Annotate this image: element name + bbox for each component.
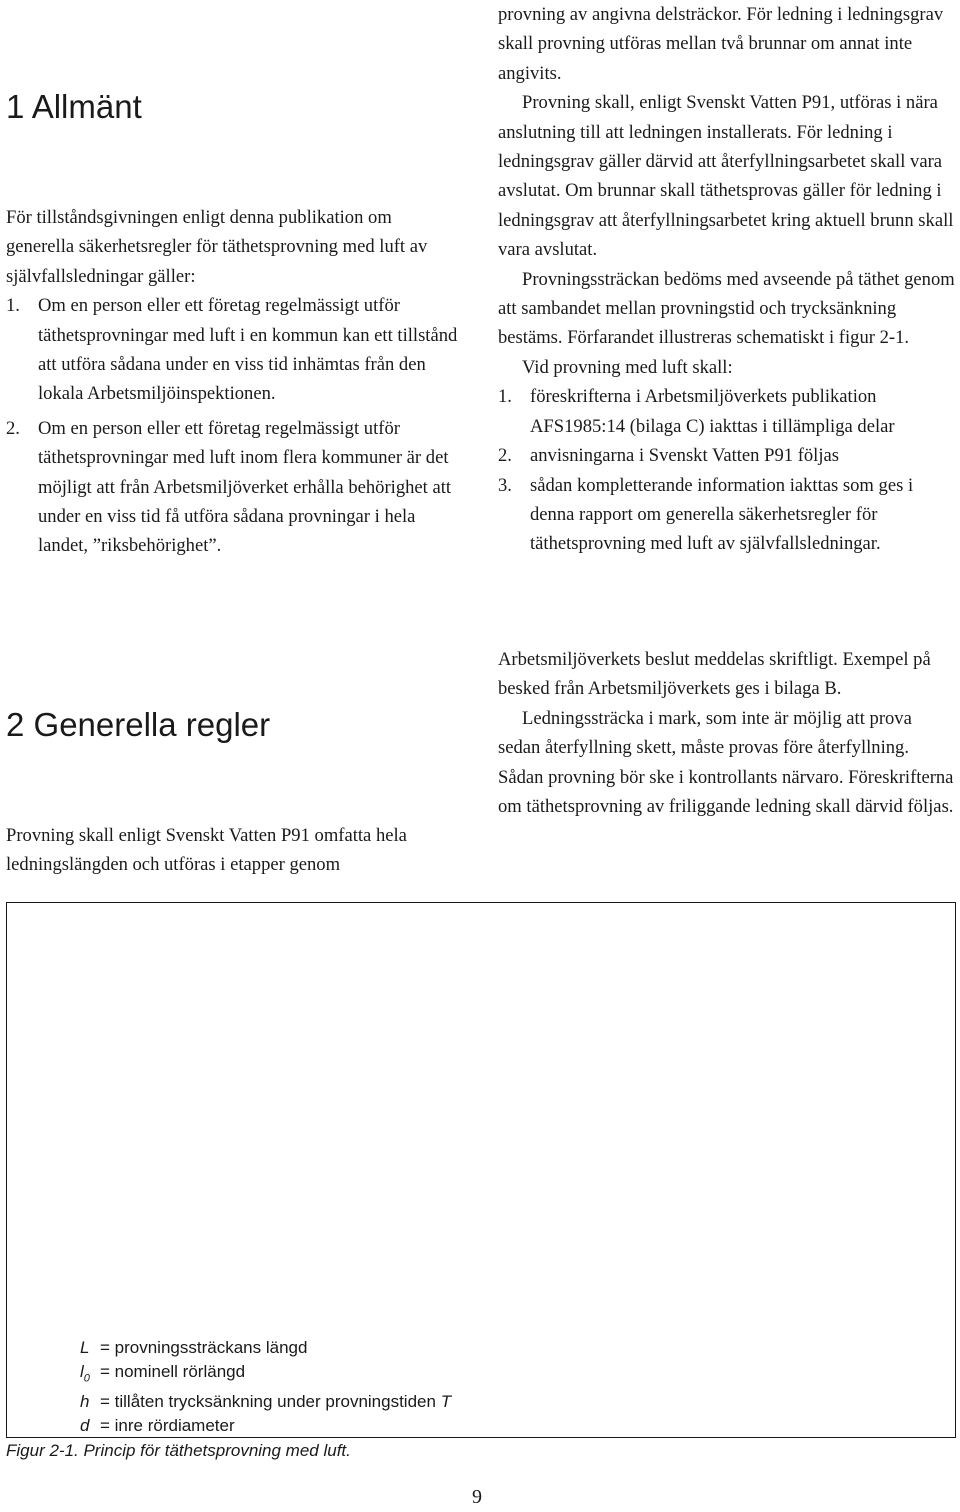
legend-row bbox=[80, 1414, 451, 1438]
legend-symbol: d bbox=[80, 1415, 90, 1435]
list-number: 1. bbox=[6, 295, 20, 317]
list-item bbox=[498, 382, 956, 441]
right-para5: Ledningssträcka i mark, som inte är möjlig att prova sedan återfyllning skett, måste provas före återfyllning. Sådan provning bör ske i kontrollants närvaro. Föreskrifterna om täthetsprovning av friliggande ledning skall därvid följas. bbox=[498, 707, 954, 818]
legend-text: = inre rördiameter bbox=[100, 1415, 235, 1435]
list-number: 1. bbox=[498, 386, 512, 408]
legend-symbol: L bbox=[80, 1338, 90, 1357]
page-number: 9 bbox=[472, 1486, 482, 1508]
right-para4: Arbetsmiljöverkets beslut meddelas skriftligt. Exempel på besked från Arbetsmiljöverkets ges i bilaga B. bbox=[498, 649, 931, 700]
legend-T: T bbox=[440, 1392, 452, 1412]
list-text: anvisningarna i Svenskt Vatten P91 följas bbox=[530, 445, 840, 467]
list-text: föreskrifterna i Arbetsmiljöverkets publikation AFS1985:14 (bilaga C) iakttas i tillämpliga delar bbox=[530, 386, 895, 437]
legend-row bbox=[80, 1336, 451, 1360]
legend-symbol: h bbox=[80, 1392, 90, 1412]
section1-heading: 1 Allmänt bbox=[6, 88, 142, 125]
section1-body bbox=[6, 203, 464, 561]
list-number: 2. bbox=[498, 445, 512, 467]
section2-heading: 2 Generella regler bbox=[6, 706, 271, 743]
legend-text: = nominell rörlängd bbox=[100, 1361, 246, 1381]
legend-text: = tillåten trycksänkning under provningstiden T bbox=[100, 1392, 452, 1412]
right-para3: Provningssträckan bedöms med avseende på täthet genom att sambandet mellan provningstid och trycksänkning bestäms. Förfarandet illustreras schematiskt i figur 2-1. bbox=[498, 268, 955, 349]
list-item bbox=[498, 441, 956, 470]
figure-legend bbox=[80, 1336, 451, 1437]
list-text: sådan kompletterande information iakttas som ges i denna rapport om generella säkerhetsregler för täthetsprovning med luft av självfallsledningar. bbox=[530, 474, 914, 555]
figure-caption: Figur 2-1. Princip för täthetsprovning med luft. bbox=[6, 1441, 351, 1460]
legend-text: = provningssträckans längd bbox=[100, 1338, 308, 1357]
list-item bbox=[498, 471, 956, 559]
list-item bbox=[6, 291, 464, 409]
list-text: Om en person eller ett företag regelmässigt utför täthetsprovningar med luft inom flera kommuner är det möjligt att från Arbetsmiljöverket erhålla behörighet att under en viss tid få utföra sådana provningar i hela landet, ”riksbehörighet”. bbox=[38, 417, 452, 557]
section2-body bbox=[6, 821, 464, 880]
list-number: 2. bbox=[6, 417, 20, 439]
list-item bbox=[6, 414, 464, 561]
legend-symbol: $l_0$ bbox=[80, 1361, 90, 1384]
right-column-body bbox=[498, 0, 956, 559]
list-text: Om en person eller ett företag regelmässigt utför täthetsprovningar med luft i en kommun kan ett tillstånd att utföra sådana under en viss tid inhämtas från den lokala Arbetsmiljöinspektionen. bbox=[38, 295, 458, 405]
right-cont-paragraph: provning av angivna delsträckor. För ledning i ledningsgrav skall provning utföras mellan två brunnar om annat inte angivits. bbox=[498, 4, 944, 84]
right-para2: Provning skall, enligt Svenskt Vatten P91, utföras i nära anslutning till att ledningen installerats. För ledning i ledningsgrav gäller därvid att återfyllningsarbetet skall vara avslutat. Om brunnar skall täthetsprovas gäller för ledning i ledningsgrav att återfyllningsarbetet kring aktuell brunn skall vara avslutat. bbox=[498, 92, 954, 261]
list-number: 3. bbox=[498, 474, 512, 496]
section2-para1: Provning skall enligt Svenskt Vatten P91 omfatta hela ledningslängden och utföras i etapper genom bbox=[6, 825, 407, 876]
section1-intro: För tillståndsgivningen enligt denna publikation om generella säkerhetsregler för täthetsprovning med luft av självfallsledningar gäller: bbox=[6, 207, 428, 287]
legend-row bbox=[80, 1390, 451, 1414]
right-list-intro: Vid provning med luft skall: bbox=[522, 356, 733, 378]
legend-row bbox=[80, 1360, 451, 1391]
right-column-lower bbox=[498, 645, 956, 821]
